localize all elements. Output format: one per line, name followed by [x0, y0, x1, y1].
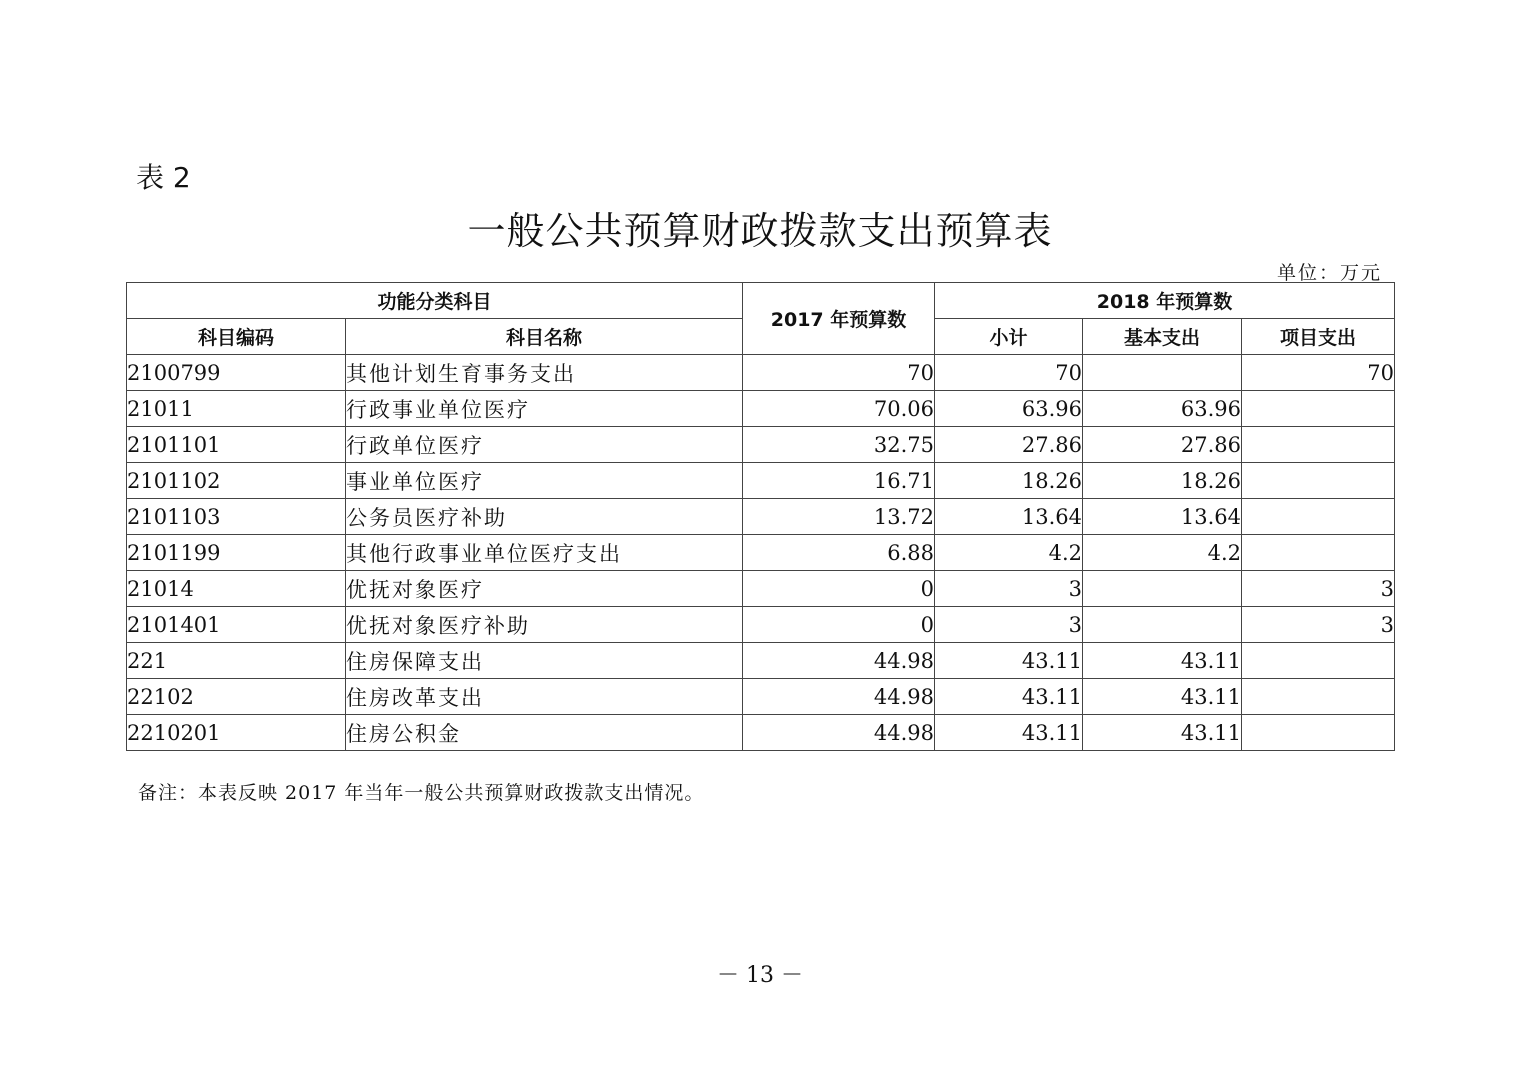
table-row: [127, 391, 1395, 427]
cell-code: 2210201: [127, 715, 346, 751]
cell-budget-2017: 70: [743, 355, 935, 391]
header-row-top: [127, 283, 1395, 319]
cell-basic: 18.26: [1083, 463, 1242, 499]
table-row: [127, 535, 1395, 571]
cell-code: 2101101: [127, 427, 346, 463]
header-name: 科目名称: [346, 319, 743, 355]
cell-basic: 27.86: [1083, 427, 1242, 463]
cell-name: 行政单位医疗: [346, 427, 743, 463]
table-row: [127, 715, 1395, 751]
cell-code: 2101199: [127, 535, 346, 571]
cell-project: [1242, 499, 1395, 535]
cell-basic: 13.64: [1083, 499, 1242, 535]
cell-code: 2101103: [127, 499, 346, 535]
cell-subtotal: 4.2: [935, 535, 1083, 571]
table-row: [127, 499, 1395, 535]
table-row: [127, 607, 1395, 643]
cell-budget-2017: 32.75: [743, 427, 935, 463]
cell-code: 2100799: [127, 355, 346, 391]
table-row: [127, 571, 1395, 607]
cell-basic: [1083, 355, 1242, 391]
unit-note: 单位：万元: [1276, 262, 1382, 284]
header-project: 项目支出: [1242, 319, 1395, 355]
table-row: [127, 643, 1395, 679]
cell-subtotal: 18.26: [935, 463, 1083, 499]
cell-project: [1242, 715, 1395, 751]
cell-subtotal: 27.86: [935, 427, 1083, 463]
cell-code: 21014: [127, 571, 346, 607]
cell-name: 行政事业单位医疗: [346, 391, 743, 427]
cell-name: 优抚对象医疗: [346, 571, 743, 607]
cell-name: 事业单位医疗: [346, 463, 743, 499]
cell-project: 3: [1242, 571, 1395, 607]
cell-basic: 4.2: [1083, 535, 1242, 571]
cell-project: [1242, 535, 1395, 571]
cell-subtotal: 43.11: [935, 679, 1083, 715]
cell-project: [1242, 679, 1395, 715]
cell-subtotal: 63.96: [935, 391, 1083, 427]
cell-basic: [1083, 571, 1242, 607]
page-number: － 13 －: [717, 963, 803, 988]
table-row: [127, 463, 1395, 499]
cell-code: 22102: [127, 679, 346, 715]
cell-code: 2101401: [127, 607, 346, 643]
header-basic: 基本支出: [1083, 319, 1242, 355]
cell-name: 住房改革支出: [346, 679, 743, 715]
cell-project: 70: [1242, 355, 1395, 391]
header-code: 科目编码: [127, 319, 346, 355]
cell-budget-2017: 16.71: [743, 463, 935, 499]
cell-project: [1242, 643, 1395, 679]
cell-budget-2017: 0: [743, 571, 935, 607]
table-row: [127, 679, 1395, 715]
cell-subtotal: 43.11: [935, 715, 1083, 751]
cell-name: 住房保障支出: [346, 643, 743, 679]
header-budget-2017: 2017 年预算数: [743, 283, 935, 355]
cell-subtotal: 13.64: [935, 499, 1083, 535]
cell-basic: 43.11: [1083, 679, 1242, 715]
cell-name: 其他行政事业单位医疗支出: [346, 535, 743, 571]
cell-basic: 63.96: [1083, 391, 1242, 427]
cell-budget-2017: 6.88: [743, 535, 935, 571]
cell-budget-2017: 13.72: [743, 499, 935, 535]
table-row: [127, 427, 1395, 463]
cell-name: 住房公积金: [346, 715, 743, 751]
table-row: [127, 355, 1395, 391]
page-title: 一般公共预算财政拨款支出预算表: [467, 209, 1053, 253]
budget-table: [126, 282, 1395, 751]
cell-subtotal: 70: [935, 355, 1083, 391]
header-function-category: 功能分类科目: [127, 283, 743, 319]
cell-subtotal: 43.11: [935, 643, 1083, 679]
cell-name: 其他计划生育事务支出: [346, 355, 743, 391]
footnote: 备注：本表反映 2017 年当年一般公共预算财政拨款支出情况。: [138, 782, 705, 804]
cell-code: 221: [127, 643, 346, 679]
cell-name: 优抚对象医疗补助: [346, 607, 743, 643]
cell-budget-2017: 44.98: [743, 679, 935, 715]
cell-budget-2017: 44.98: [743, 715, 935, 751]
cell-subtotal: 3: [935, 607, 1083, 643]
cell-basic: [1083, 607, 1242, 643]
cell-project: [1242, 391, 1395, 427]
cell-budget-2017: 44.98: [743, 643, 935, 679]
cell-budget-2017: 0: [743, 607, 935, 643]
cell-name: 公务员医疗补助: [346, 499, 743, 535]
cell-project: [1242, 427, 1395, 463]
cell-basic: 43.11: [1083, 643, 1242, 679]
cell-budget-2017: 70.06: [743, 391, 935, 427]
cell-project: [1242, 463, 1395, 499]
cell-project: 3: [1242, 607, 1395, 643]
table-label: 表 2: [136, 161, 191, 194]
cell-basic: 43.11: [1083, 715, 1242, 751]
cell-code: 2101102: [127, 463, 346, 499]
header-budget-2018: 2018 年预算数: [935, 283, 1395, 319]
cell-subtotal: 3: [935, 571, 1083, 607]
cell-code: 21011: [127, 391, 346, 427]
header-subtotal: 小计: [935, 319, 1083, 355]
